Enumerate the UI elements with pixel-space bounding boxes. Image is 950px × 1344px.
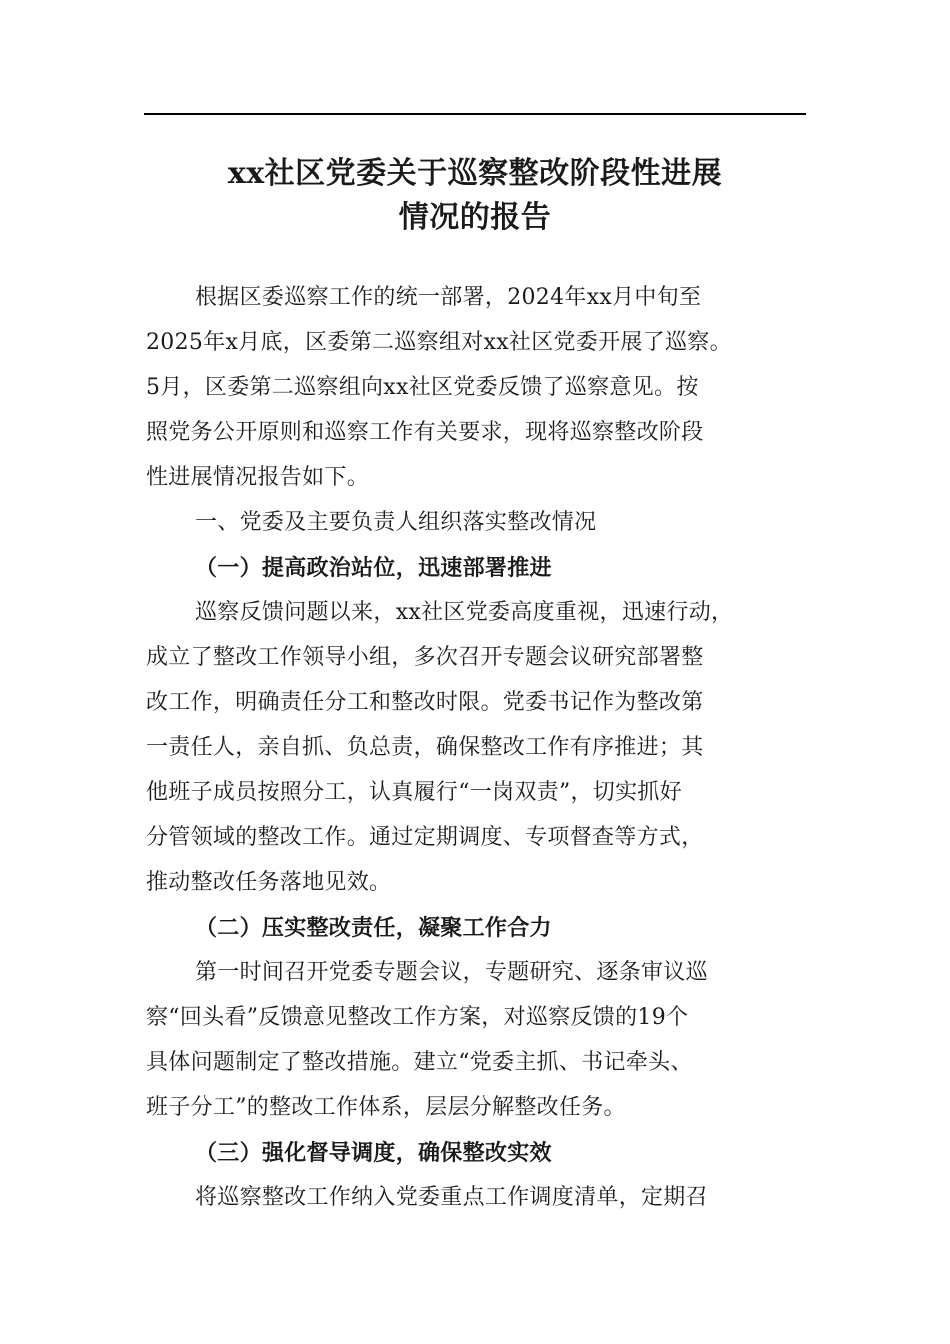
paragraph-line: 5月，区委第二巡察组向xx社区党委反馈了巡察意见。按: [146, 375, 699, 400]
paragraph-line: 第一时间召开党委专题会议，专题研究、逐条审议巡: [195, 960, 708, 985]
paragraph-line: 照党务公开原则和巡察工作有关要求，现将巡察整改阶段: [146, 420, 704, 445]
paragraph-line: 班子分工”的整改工作体系，层层分解整改任务。: [146, 1095, 626, 1120]
paragraph-line: 2025年x月底，区委第二巡察组对xx社区党委开展了巡察。: [146, 330, 732, 355]
paragraph-line: 具体问题制定了整改措施。建立“党委主抓、书记牵头、: [146, 1050, 693, 1075]
subsection-heading-1: （一）提高政治站位，迅速部署推进: [195, 555, 552, 581]
subsection-heading-2: （二）压实整改责任，凝聚工作合力: [195, 915, 552, 941]
paragraph-line: 他班子成员按照分工，认真履行“一岗双责”，切实抓好: [146, 780, 682, 805]
paragraph-line: 巡察反馈问题以来，xx社区党委高度重视，迅速行动，: [195, 600, 734, 625]
title-line-1: xx社区党委关于巡察整改阶段性进展: [227, 156, 723, 191]
paragraph-line: 成立了整改工作领导小组，多次召开专题会议研究部署整: [146, 645, 704, 670]
subsection-heading-3: （三）强化督导调度，确保整改实效: [195, 1140, 552, 1166]
paragraph-line: 分管领域的整改工作。通过定期调度、专项督查等方式，: [146, 825, 704, 850]
paragraph-line: 一责任人，亲自抓、负总责，确保整改工作有序推进；其: [146, 735, 704, 760]
paragraph-line: 根据区委巡察工作的统一部署，2024年xx月中旬至: [195, 285, 702, 310]
paragraph-line: 改工作，明确责任分工和整改时限。党委书记作为整改第: [146, 690, 704, 715]
paragraph-line: 察“回头看”反馈意见整改工作方案，对巡察反馈的19个: [146, 1005, 689, 1030]
header-rule: [144, 113, 806, 115]
title-line-2: 情况的报告: [398, 200, 552, 235]
paragraph-line: 将巡察整改工作纳入党委重点工作调度清单，定期召: [195, 1185, 708, 1210]
document-title: [144, 152, 806, 240]
paragraph-line: 推动整改任务落地见效。: [146, 870, 392, 895]
paragraph-line: 性进展情况报告如下。: [146, 465, 370, 490]
section-heading-1: 一、党委及主要负责人组织落实整改情况: [195, 510, 597, 535]
